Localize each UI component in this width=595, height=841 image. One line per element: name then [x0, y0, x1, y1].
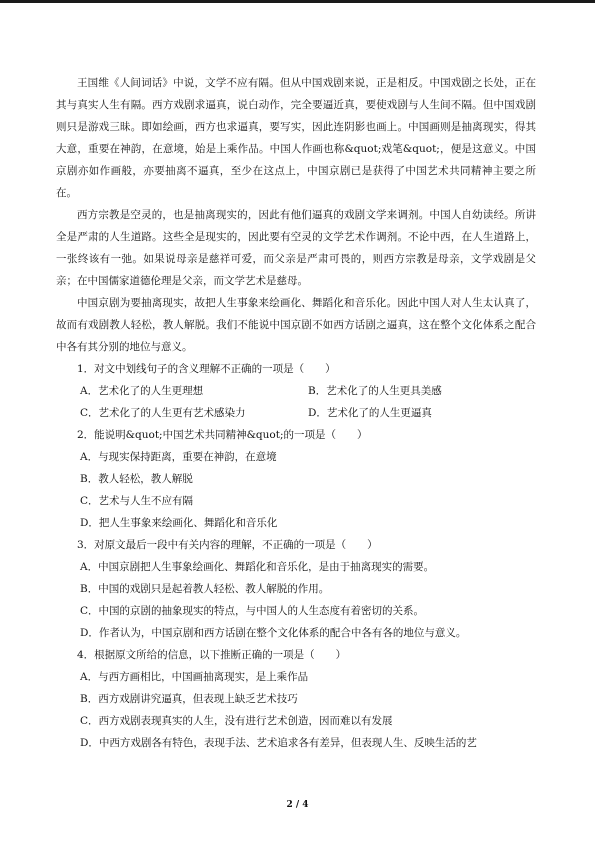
passage-paragraph-3: 中国京剧为要抽离现实，故把人生事象来绘画化、舞蹈化和音乐化。因此中国人对人生太认真了，故而有戏剧教人轻松，教人解脱。我们不能说中国京剧不如西方话剧之逼真，这在整个文化体系之配合中各有其分别的地位与意义。: [56, 297, 536, 353]
question-2-option-b: B．教人轻松，教人解脱: [80, 473, 193, 485]
page-top-rule: [0, 0, 595, 3]
question-4-option-b: B．西方戏剧讲究逼真，但表现上缺乏艺术技巧: [80, 693, 298, 705]
question-4-stem: 4．根据原文所给的信息，以下推断正确的一项是（ ）: [77, 649, 347, 661]
question-3-option-b: B．中国的戏剧只是起着教人轻松、教人解脱的作用。: [80, 583, 330, 595]
question-1-stem: 1．对文中划线句子的含义理解不正确的一项是（ ）: [77, 363, 336, 375]
question-1-options-row-2: [56, 402, 536, 424]
document-content: [56, 72, 536, 754]
question-3-option-a: A．中国京剧把人生事象绘画化、舞蹈化和音乐化，是由于抽离现实的需要。: [80, 561, 435, 573]
passage-paragraph-2: 西方宗教是空灵的，也是抽离现实的，因此有他们逼真的戏剧文学来调剂。中国人自幼读经。所讲全是严肃的人生道路。这些全是现实的，因此要有空灵的文学艺术作调剂。不论中西，在人生道路上，一张终该有一弛。如果说母亲是慈祥可爱，而父亲是严肃可畏的，则西方宗教是母亲，文学戏剧是父亲；在中国儒家道德伦理是父亲，而文学艺术是慈母。: [56, 209, 536, 287]
page-number: 2 / 4: [286, 800, 309, 810]
question-1-options-row-1: [56, 380, 536, 402]
question-4-option-d: D．中西方戏剧各有特色，表现手法、艺术追求各有差异，但表现人生、反映生活的艺: [80, 737, 477, 749]
question-2-option-c: C．艺术与人生不应有隔: [80, 495, 194, 507]
question-4-option-c: C．西方戏剧表现真实的人生，没有进行艺术创造，因而难以有发展: [80, 715, 393, 727]
passage-paragraph-1: 王国维《人间词话》中说，文学不应有隔。但从中国戏剧来说，正是相反。中国戏剧之长处，正在其与真实人生有隔。西方戏剧求逼真，说白动作，完全要逼近真，要使戏剧与人生间不隔。但中国戏剧则只是游戏三昧。即如绘画，西方也求逼真，要写实，因此连阴影也画上。中国画则是抽离现实，得其大意，重要在神韵，在意境，始是上乘作品。中国人作画也称&quot;戏笔&quot;，便是这意义。中国京剧亦如作画般，亦要抽离不逼真，至少在这点上，中国京剧已是获得了中国艺术共同精神主要之所在。: [56, 77, 536, 199]
question-1-option-d: D．艺术化了的人生更逼真: [308, 407, 432, 419]
question-2-stem: 2．能说明&quot;中国艺术共同精神&quot;的一项是（ ）: [77, 429, 368, 441]
question-4-option-a: A．与西方画相比，中国画抽离现实，是上乘作品: [80, 671, 309, 683]
question-1-option-c: C．艺术化了的人生更有艺术感染力: [80, 407, 246, 419]
question-3-option-d: D．作者认为，中国京剧和西方话剧在整个文化体系的配合中各有各的地位与意义。: [80, 627, 467, 639]
question-2-option-d: D．把人生事象来绘画化、舞蹈化和音乐化: [80, 517, 278, 529]
question-3-option-c: C．中国的京剧的抽象现实的特点，与中国人的人生态度有着密切的关系。: [80, 605, 425, 617]
question-3-stem: 3．对原文最后一段中有关内容的理解，不正确的一项是（ ）: [77, 539, 378, 551]
question-1-option-b: B．艺术化了的人生更具美感: [308, 385, 442, 397]
question-1-option-a: A．艺术化了的人生更理想: [80, 385, 204, 397]
question-2-option-a: A．与现实保持距离，重要在神韵，在意境: [80, 451, 277, 463]
